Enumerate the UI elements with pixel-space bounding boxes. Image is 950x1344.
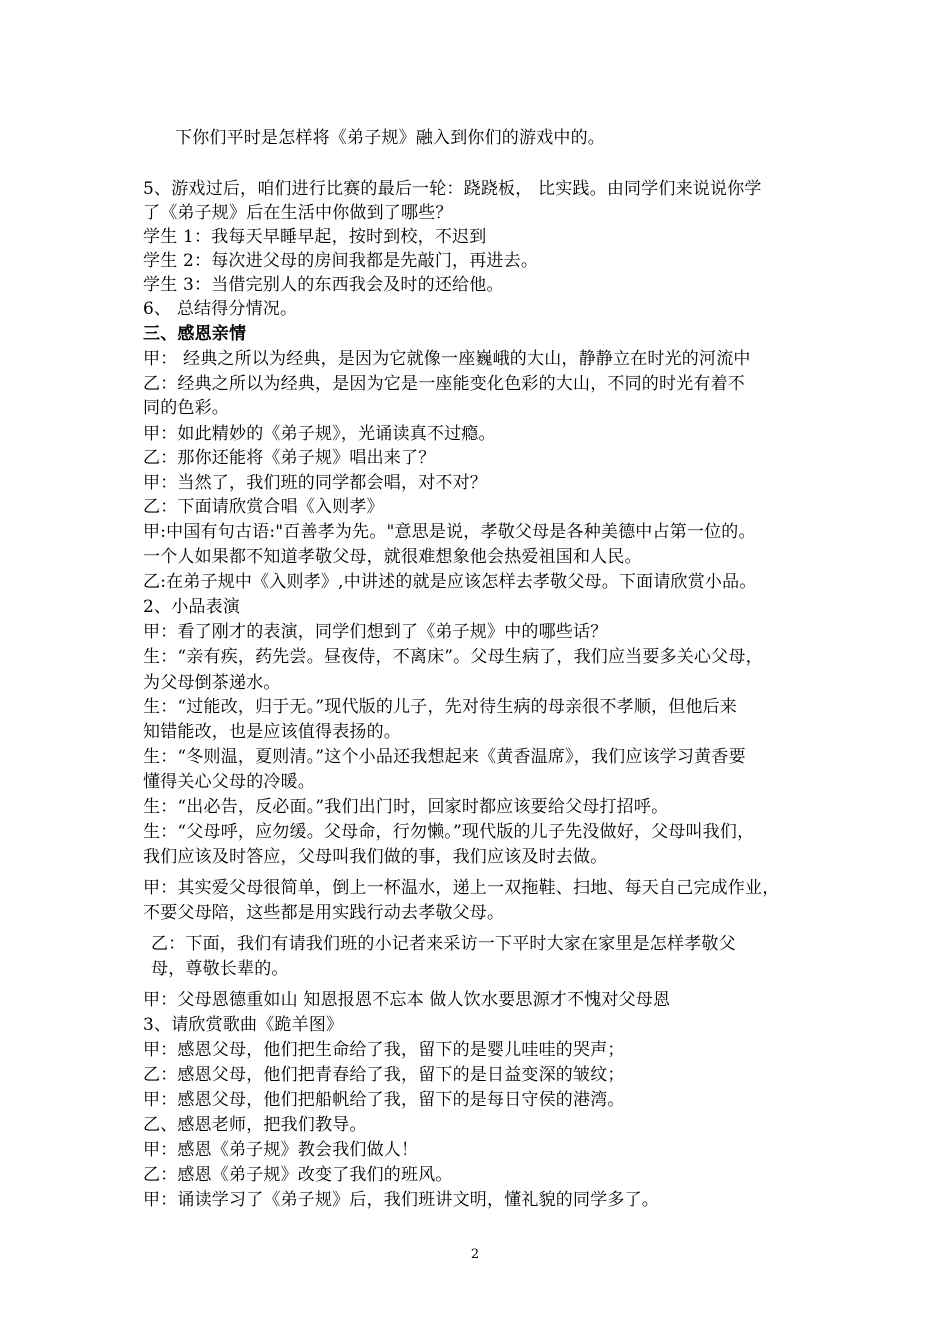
text-line: 乙：感恩《弟子规》改变了我们的班风。 [143,1165,453,1185]
text-line: 生：“亲有疾，药先尝。昼夜侍，不离床”。父母生病了，我们应当要多关心父母， [143,647,763,667]
text-line: 乙、感恩老师，把我们教导。 [143,1115,367,1135]
text-line: 生：“过能改，归于无。”现代版的儿子，先对待生病的母亲很不孝顺，但他后来 [143,697,738,717]
text-line: 6、 总结得分情况。 [143,299,298,319]
text-line: 为父母倒茶递水。 [143,673,281,693]
text-line: 乙：下面，我们有请我们班的小记者来采访一下平时大家在家里是怎样孝敬父 [151,934,736,954]
text-line: 甲：感恩《弟子规》教会我们做人！ [143,1140,419,1160]
text-line: 生：“冬则温，夏则清。”这个小品还我想起来《黄香温席》，我们应该学习黄香要 [143,747,746,767]
text-line: 甲：如此精妙的《弟子规》，光诵读真不过瘾。 [143,424,496,444]
text-line: 乙：经典之所以为经典，是因为它是一座能变化色彩的大山，不同的时光有着不 [143,374,745,394]
text-line: 甲：当然了，我们班的同学都会唱，对不对？ [143,473,487,493]
text-line: 生：“出必告，反必面。”我们出门时，回家时都应该要给父母打招呼。 [143,797,669,817]
page-number: 2 [470,1247,480,1262]
text-line: 不要父母陪，这些都是用实践行动去孝敬父母。 [143,903,505,923]
text-line: 甲：看了刚才的表演，同学们想到了《弟子规》中的哪些话？ [143,622,608,642]
section-heading: 三、感恩亲情 [143,324,247,344]
text-line: 学生 1：我每天早睡早起，按时到校，不迟到 [143,227,487,247]
text-line: 学生 3：当借完别人的东西我会及时的还给他。 [143,275,504,295]
text-line: 乙：感恩父母，他们把青春给了我，留下的是日益变深的皱纹； [143,1065,625,1085]
text-line: 一个人如果都不知道孝敬父母，就很难想象他会热爱祖国和人民。 [143,547,642,567]
text-line: 甲：感恩父母，他们把船帆给了我，留下的是每日守侯的港湾。 [143,1090,625,1110]
text-line: 同的色彩。 [143,398,229,418]
text-line: 甲：其实爱父母很简单，倒上一杯温水，递上一双拖鞋、扫地、每天自己完成作业， [143,878,780,898]
text-line: 知错能改，也是应该值得表扬的。 [143,722,401,742]
text-line: 乙:在弟子规中《入则孝》,中讲述的就是应该怎样去孝敬父母。下面请欣赏小品。 [143,572,757,592]
text-line: 母，尊敬长辈的。 [151,959,289,979]
text-line: 甲：感恩父母，他们把生命给了我，留下的是婴儿哇哇的哭声； [143,1040,625,1060]
text-line: 乙：那你还能将《弟子规》唱出来了？ [143,448,436,468]
text-line: 3、请欣赏歌曲《跪羊图》 [143,1015,344,1035]
text-line: 我们应该及时答应，父母叫我们做的事，我们应该及时去做。 [143,847,608,867]
text-line: 懂得关心父母的冷暖。 [143,772,315,792]
text-line: 了《弟子规》后在生活中你做到了哪些？ [143,203,453,223]
text-line: 甲：父母恩德重如山 知恩报恩不忘本 做人饮水要思源才不愧对父母恩 [143,990,671,1010]
text-line: 5、游戏过后，咱们进行比赛的最后一轮：跷跷板， 比实践。由同学们来说说你学 [143,179,762,199]
text-line: 甲：诵读学习了《弟子规》后，我们班讲文明，懂礼貌的同学多了。 [143,1190,659,1210]
text-line: 下你们平时是怎样将《弟子规》融入到你们的游戏中的。 [175,128,605,148]
text-line: 甲： 经典之所以为经典，是因为它就像一座巍峨的大山，静静立在时光的河流中 [143,349,751,369]
text-line: 乙：下面请欣赏合唱《入则孝》 [143,497,384,517]
text-line: 甲:中国有句古语:"百善孝为先。"意思是说，孝敬父母是各种美德中占第一位的。 [143,522,756,542]
text-line: 生：“父母呼，应勿缓。父母命，行勿懒。”现代版的儿子先没做好，父母叫我们， [143,822,755,842]
text-line: 2、小品表演 [143,597,241,617]
text-line: 学生 2：每次进父母的房间我都是先敲门，再进去。 [143,251,539,271]
